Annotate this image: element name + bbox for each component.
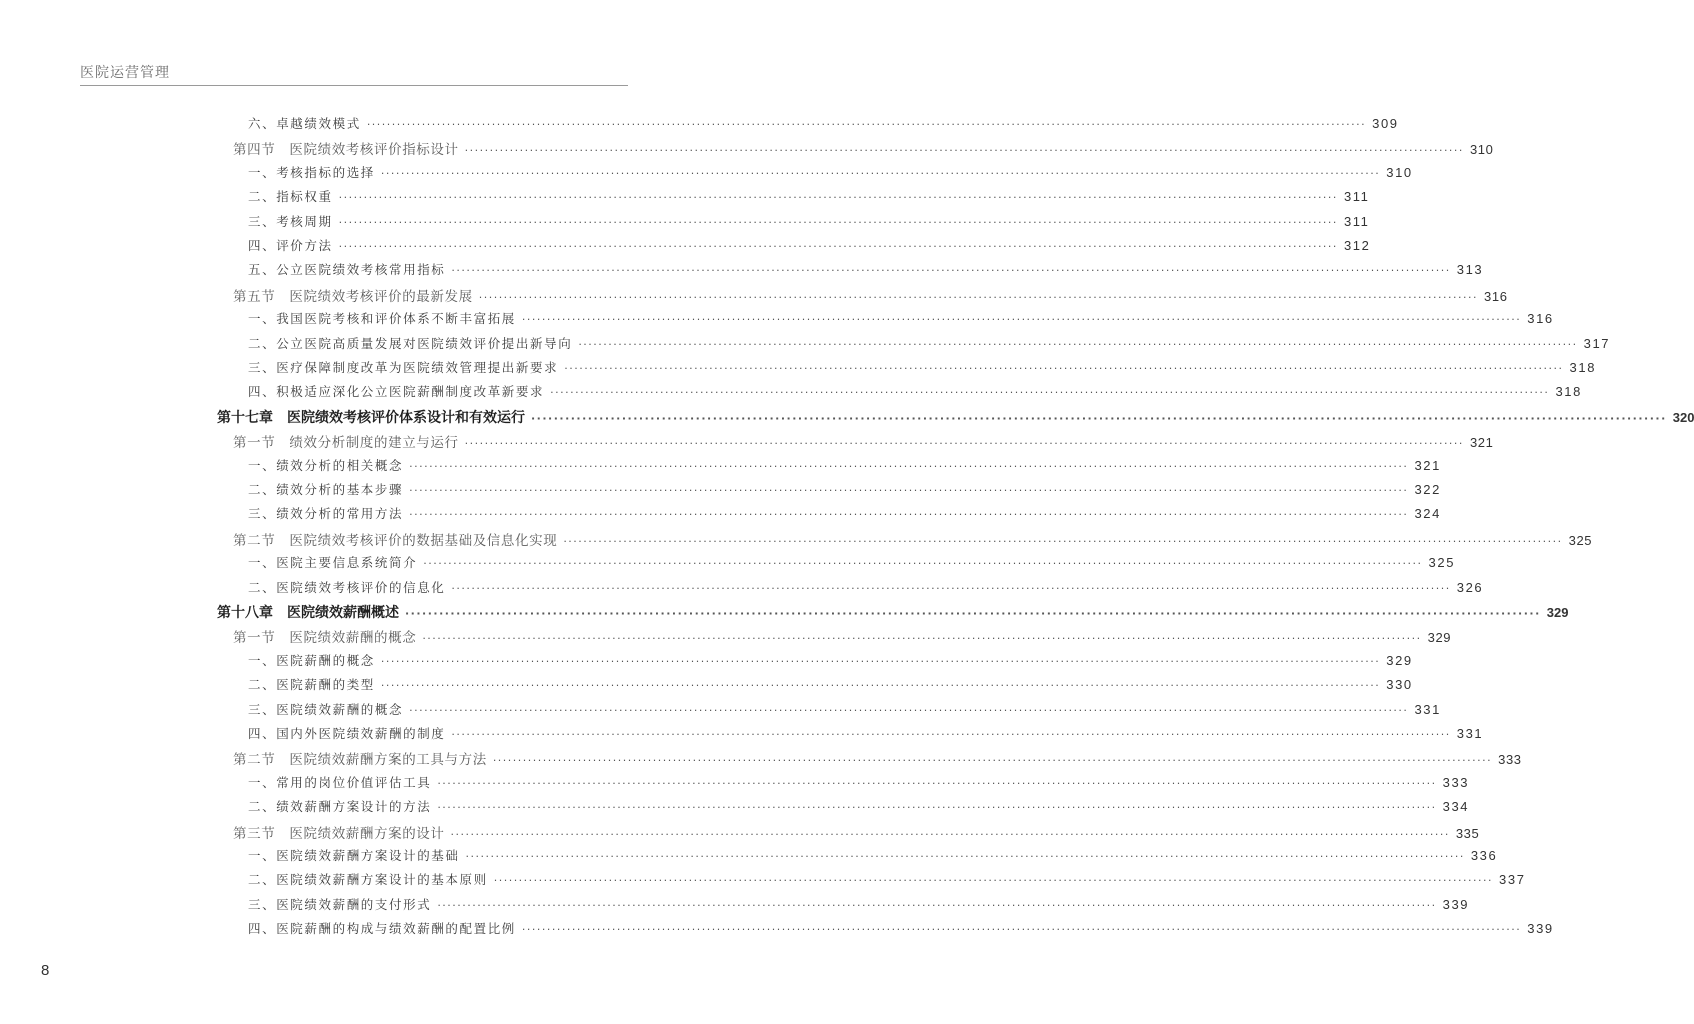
toc-leader-dots: ········································································································································································································: [492, 754, 1493, 768]
toc-leader-dots: ········································································································································································································: [338, 240, 1338, 253]
toc-leader-dots: ········································································································································································································: [450, 827, 1450, 841]
toc-page-number: 313: [1456, 262, 1484, 278]
toc-leader-dots: ········································································································································································································: [451, 728, 1451, 741]
toc-page-number: 322: [1414, 482, 1441, 497]
toc-item: [248, 187, 1370, 211]
toc-item: [248, 456, 1441, 480]
toc-page-number: 318: [1569, 360, 1597, 375]
toc-entry-title: 一、医院薪酬的概念: [248, 652, 375, 668]
toc-page-number: 331: [1414, 701, 1441, 717]
toc-item: [248, 382, 1582, 406]
toc-section: [233, 626, 1452, 650]
toc-page-number: 335: [1455, 825, 1480, 841]
toc-entry-title: 四、评价方法: [248, 238, 333, 253]
toc-section: [233, 138, 1494, 162]
toc-page-number: 330: [1386, 677, 1413, 693]
toc-page-number: 324: [1414, 506, 1441, 522]
toc-item: [248, 724, 1484, 748]
toc-page-number: 337: [1499, 872, 1526, 888]
toc-leader-dots: ········································································································································································································: [521, 313, 1522, 327]
toc-leader-dots: ········································································································································································································: [409, 508, 1409, 522]
toc-leader-dots: ········································································································································································································: [531, 411, 1667, 425]
toc-entry-title: 第十八章 医院绩效薪酬概述: [217, 605, 399, 621]
toc-page-number: 320: [1672, 409, 1694, 425]
toc-entry-title: 第一节 绩效分析制度的建立与运行: [233, 435, 459, 452]
toc-page-number: 310: [1469, 142, 1494, 158]
toc-entry-title: 三、医院绩效薪酬的支付形式: [248, 896, 432, 912]
toc-page-number: 329: [1546, 605, 1569, 620]
running-header-title: 医院运营管理: [80, 65, 170, 81]
toc-item: [248, 163, 1413, 187]
toc-leader-dots: ········································································································································································································: [366, 118, 1367, 131]
toc-page-number: 325: [1428, 555, 1456, 571]
toc-leader-dots: ········································································································································································································: [405, 607, 1541, 620]
toc-entry-title: 三、医疗保障制度改革为医院绩效管理提出新要求: [248, 360, 559, 375]
toc-leader-dots: ········································································································································································································: [563, 534, 1563, 548]
toc-entry-title: 第一节 医院绩效薪酬的概念: [233, 630, 417, 647]
toc-leader-dots: ········································································································································································································: [521, 923, 1522, 937]
toc-leader-dots: ········································································································································································································: [409, 484, 1409, 497]
toc-leader-dots: ········································································································································································································: [493, 874, 1494, 888]
toc-chapter: [217, 602, 1569, 626]
toc-entry-title: 三、绩效分析的常用方法: [248, 506, 404, 522]
page-number: 8: [41, 962, 50, 979]
toc-entry-title: 一、考核指标的选择: [248, 164, 375, 180]
toc-leader-dots: ········································································································································································································: [423, 557, 1423, 571]
toc-entry-title: 一、我国医院考核和评价体系不断丰富拓展: [248, 311, 516, 327]
toc-entry-title: 二、公立医院高质量发展对医院绩效评价提出新导向: [248, 335, 573, 351]
toc-page-number: 329: [1427, 630, 1452, 646]
toc-entry-title: 二、绩效薪酬方案设计的方法: [248, 799, 432, 815]
toc-page-number: 316: [1484, 288, 1508, 304]
toc-entry-title: 六、卓越绩效模式: [248, 116, 361, 131]
toc-entry-title: 四、国内外医院绩效薪酬的制度: [248, 726, 446, 741]
toc-item: [248, 504, 1441, 528]
toc-page-number: 331: [1456, 726, 1484, 741]
toc-item: [248, 870, 1526, 894]
toc-entry-title: 第二节 医院绩效考核评价的数据基础及信息化实现: [233, 532, 558, 549]
toc-entry-title: 第十七章 医院绩效考核评价体系设计和有效运行: [217, 409, 525, 426]
toc-item: [248, 480, 1441, 504]
header-rule: [80, 85, 628, 86]
toc-item: [248, 675, 1413, 699]
toc-entry-title: 二、绩效分析的基本步骤: [248, 482, 404, 497]
toc-item: [248, 651, 1413, 675]
toc-page-number: 316: [1527, 311, 1554, 327]
toc-leader-dots: ········································································································································································································: [409, 459, 1409, 473]
toc-page-number: 309: [1372, 116, 1399, 131]
toc-item: [248, 846, 1498, 870]
toc-section: [233, 529, 1593, 553]
toc-item: [248, 236, 1371, 260]
toc-entry-title: 第五节 医院绩效考核评价的最新发展: [233, 288, 473, 305]
toc-section: [233, 822, 1480, 846]
toc-item: [248, 797, 1470, 821]
toc-entry-title: 五、公立医院绩效考核常用指标: [248, 262, 446, 278]
toc-page-number: 321: [1414, 457, 1441, 473]
toc-leader-dots: ········································································································································································································: [380, 654, 1381, 668]
toc-page-number: 311: [1343, 189, 1370, 205]
toc-page-number: 318: [1555, 384, 1582, 400]
toc-item: [248, 578, 1484, 602]
toc-page-number: 310: [1386, 164, 1413, 180]
toc-page-number: 334: [1442, 799, 1470, 815]
toc-page-number: 325: [1568, 532, 1593, 548]
toc-leader-dots: ········································································································································································································: [422, 632, 1422, 646]
toc-page-number: 326: [1456, 579, 1484, 595]
toc-item: [248, 309, 1554, 333]
toc-section: [233, 431, 1494, 455]
toc-page-number: 317: [1583, 335, 1611, 351]
toc-leader-dots: ········································································································································································································: [409, 703, 1409, 717]
toc-leader-dots: ········································································································································································································: [451, 581, 1451, 595]
toc-entry-title: 二、医院薪酬的类型: [248, 677, 375, 693]
toc-entry-title: 一、医院主要信息系统简介: [248, 555, 418, 571]
toc-entry-title: 二、指标权重: [248, 189, 333, 205]
toc-chapter: [217, 407, 1694, 431]
toc-entry-title: 一、医院绩效薪酬方案设计的基础: [248, 848, 460, 863]
toc-entry-title: 三、医院绩效薪酬的概念: [248, 701, 404, 717]
toc-page-number: 311: [1343, 213, 1370, 229]
toc-page-number: 339: [1442, 896, 1470, 912]
toc-item: [248, 773, 1470, 797]
toc-leader-dots: ········································································································································································································: [465, 850, 1465, 863]
toc-section: [233, 285, 1508, 309]
toc-section: [233, 748, 1522, 772]
toc-leader-dots: ········································································································································································································: [564, 362, 1564, 375]
toc-entry-title: 第三节 医院绩效薪酬方案的设计: [233, 825, 445, 842]
toc-leader-dots: ········································································································································································································: [478, 290, 1479, 304]
toc-page-number: 339: [1527, 921, 1554, 937]
toc-entry-title: 四、医院薪酬的构成与绩效薪酬的配置比例: [248, 921, 516, 937]
toc-entry-title: 四、积极适应深化公立医院薪酬制度改革新要求: [248, 384, 545, 400]
toc-entry-title: 第二节 医院绩效薪酬方案的工具与方法: [233, 752, 487, 769]
toc-item: [248, 700, 1441, 724]
toc-page-number: 321: [1469, 435, 1494, 451]
toc-entry-title: 二、医院绩效考核评价的信息化: [248, 579, 446, 595]
toc-item: [248, 553, 1456, 577]
toc-item: [248, 919, 1554, 943]
toc-item: [248, 895, 1470, 919]
toc-page-number: 336: [1470, 848, 1498, 863]
toc-entry-title: 一、常用的岗位价值评估工具: [248, 774, 432, 790]
toc-leader-dots: ········································································································································································································: [338, 215, 1338, 229]
toc-page-number: 333: [1442, 774, 1470, 790]
toc-entry-title: 二、医院绩效薪酬方案设计的基本原则: [248, 872, 488, 888]
toc-leader-dots: ········································································································································································································: [437, 776, 1437, 790]
toc-leader-dots: ········································································································································································································: [550, 386, 1550, 400]
toc-leader-dots: ········································································································································································································: [437, 898, 1437, 912]
toc-entry-title: 一、绩效分析的相关概念: [248, 457, 404, 473]
toc-page-number: 312: [1343, 238, 1371, 253]
toc-item: [248, 260, 1484, 284]
toc-item: [248, 358, 1597, 382]
toc-item: [248, 334, 1611, 358]
toc-leader-dots: ········································································································································································································: [464, 144, 1464, 158]
toc-page-number: 329: [1386, 652, 1413, 668]
toc-leader-dots: ········································································································································································································: [451, 264, 1451, 278]
toc-leader-dots: ········································································································································································································: [578, 337, 1578, 351]
toc-entry-title: 三、考核周期: [248, 213, 333, 229]
toc-leader-dots: ········································································································································································································: [338, 191, 1338, 205]
toc-item: [248, 114, 1399, 138]
toc-leader-dots: ········································································································································································································: [380, 166, 1381, 180]
toc-leader-dots: ········································································································································································································: [464, 437, 1464, 451]
toc-leader-dots: ········································································································································································································: [437, 801, 1437, 815]
toc-item: [248, 212, 1370, 236]
toc-page-number: 333: [1498, 752, 1522, 768]
toc-entry-title: 第四节 医院绩效考核评价指标设计: [233, 142, 459, 159]
toc-leader-dots: ········································································································································································································: [380, 679, 1381, 693]
